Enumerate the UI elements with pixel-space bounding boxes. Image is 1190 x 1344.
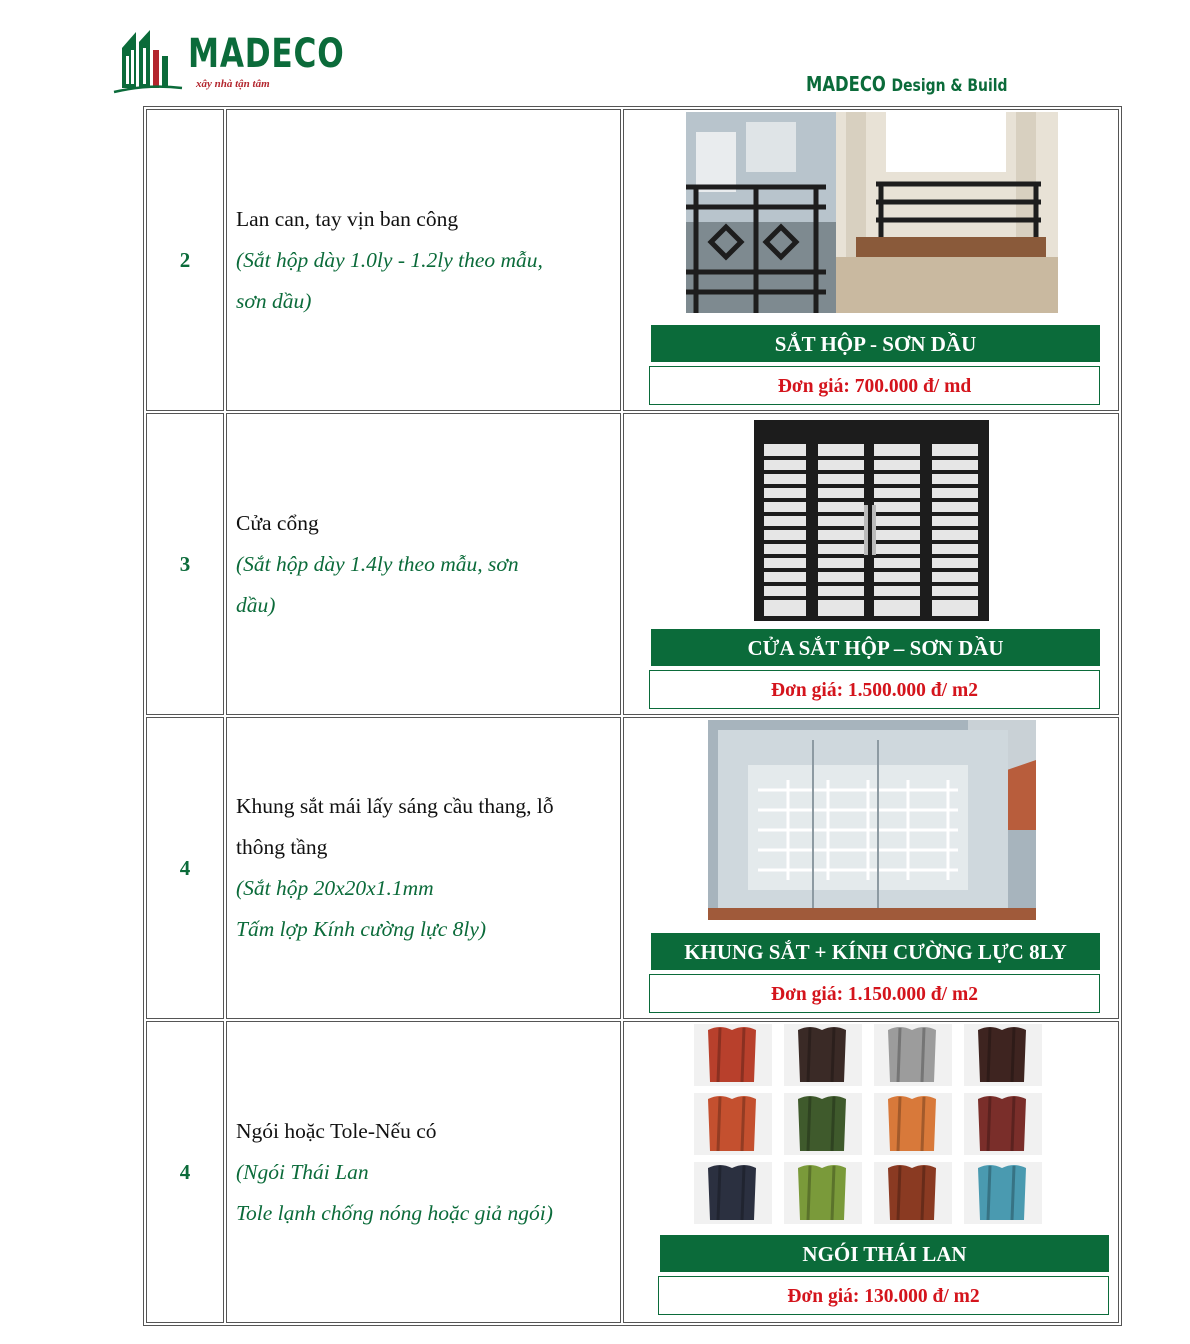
- unit-price: Đơn giá: 130.000 đ/ m2: [658, 1276, 1109, 1315]
- row-description: [226, 717, 621, 1019]
- unit-price: Đơn giá: 700.000 đ/ md: [649, 366, 1100, 405]
- item-note: Tấm lợp Kính cường lực 8ly): [236, 917, 487, 941]
- roof-tile-swatch: [964, 1162, 1042, 1224]
- header-name: MADECO: [806, 72, 886, 96]
- item-title: thông tầng: [236, 835, 328, 859]
- roof-tile-swatch: [964, 1024, 1042, 1086]
- item-note: (Sắt hộp dày 1.4ly theo mẫu, sơn: [236, 551, 519, 576]
- roof-tile-swatch: [784, 1162, 862, 1224]
- row-description: [226, 109, 621, 411]
- row-media: [623, 413, 1119, 715]
- price-table: [143, 106, 1122, 1326]
- item-note: (Ngói Thái Lan: [236, 1159, 369, 1184]
- roof-tile-swatch: [784, 1024, 862, 1086]
- building-logo-icon: [112, 26, 188, 96]
- table-row: [146, 413, 1119, 715]
- table-row: [146, 109, 1119, 411]
- roof-tile-swatch: [874, 1162, 952, 1224]
- madeco-logo: [112, 26, 345, 96]
- glass-skylight-photo: [708, 720, 1036, 920]
- material-banner: SẮT HỘP - SƠN DẦU: [651, 325, 1100, 362]
- roof-tile-swatch: [694, 1093, 772, 1155]
- item-note: (Sắt hộp dày 1.0ly - 1.2ly theo mẫu,: [236, 247, 543, 272]
- row-number: 4: [146, 1021, 224, 1323]
- item-title: Lan can, tay vịn ban công: [236, 206, 459, 231]
- header-brand: [806, 72, 1007, 96]
- row-description: [226, 413, 621, 715]
- roof-tile-swatches: [694, 1024, 1049, 1230]
- roof-tile-swatch: [694, 1024, 772, 1086]
- logo-wordmark: MADECO: [188, 31, 345, 77]
- roof-tile-swatch: [784, 1093, 862, 1155]
- item-title: Ngói hoặc Tole-Nếu có: [236, 1118, 437, 1143]
- item-title: Khung sắt mái lấy sáng cầu thang, lỗ: [236, 794, 554, 818]
- row-number: 4: [146, 717, 224, 1019]
- material-banner: KHUNG SẮT + KÍNH CƯỜNG LỰC 8LY: [651, 933, 1100, 970]
- roof-tile-swatch: [694, 1162, 772, 1224]
- material-banner: NGÓI THÁI LAN: [660, 1235, 1109, 1272]
- roof-tile-swatch: [874, 1093, 952, 1155]
- header-suffix: Design & Build: [891, 76, 1008, 96]
- balcony-railing-photo: [686, 112, 1058, 313]
- table-row: [146, 1021, 1119, 1323]
- row-media: [623, 109, 1119, 411]
- unit-price: Đơn giá: 1.150.000 đ/ m2: [649, 974, 1100, 1013]
- item-note: sơn dầu): [236, 288, 312, 313]
- row-media: [623, 1021, 1119, 1323]
- unit-price: Đơn giá: 1.500.000 đ/ m2: [649, 670, 1100, 709]
- roof-tile-swatch: [964, 1093, 1042, 1155]
- row-description: [226, 1021, 621, 1323]
- row-number: 3: [146, 413, 224, 715]
- material-banner: CỬA SẮT HỘP – SƠN DẦU: [651, 629, 1100, 666]
- item-title: Cửa cổng: [236, 510, 319, 535]
- item-note: (Sắt hộp 20x20x1.1mm: [236, 876, 434, 900]
- logo-tagline: xây nhà tận tâm: [196, 78, 270, 90]
- iron-gate-photo: [754, 420, 989, 621]
- roof-tile-swatch: [874, 1024, 952, 1086]
- row-media: [623, 717, 1119, 1019]
- table-row: [146, 717, 1119, 1019]
- item-note: dầu): [236, 592, 276, 617]
- item-note: Tole lạnh chống nóng hoặc giả ngói): [236, 1200, 553, 1225]
- row-number: 2: [146, 109, 224, 411]
